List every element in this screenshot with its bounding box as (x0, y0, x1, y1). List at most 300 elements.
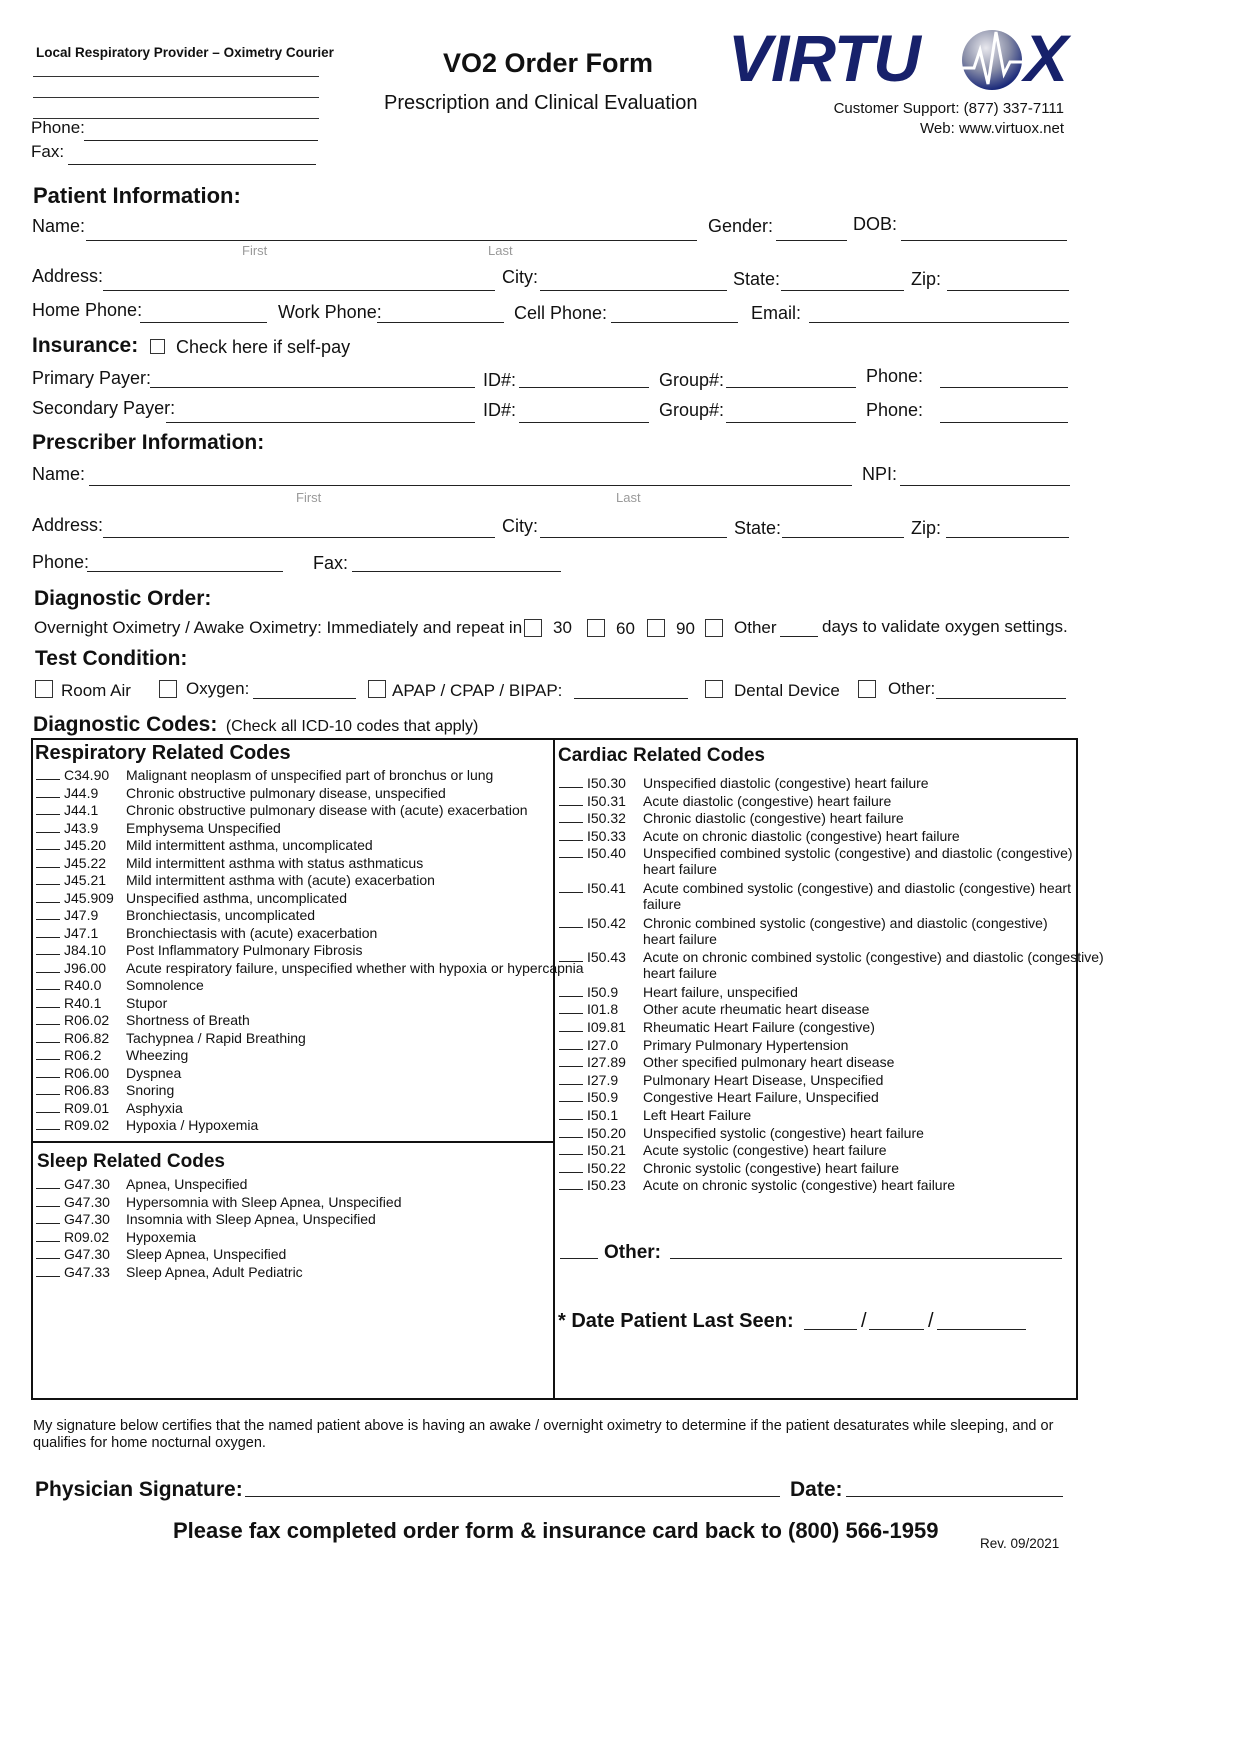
code-check-field[interactable] (36, 1112, 60, 1113)
code-description: Mild intermittent asthma with status asthmaticus (126, 854, 424, 871)
primary-payer-field[interactable] (150, 387, 475, 388)
date-sep-2: / (928, 1310, 934, 1332)
respiratory-sleep-divider (32, 1141, 554, 1143)
diagnostic-codes-subheading: (Check all ICD-10 codes that apply) (225, 718, 479, 735)
code-value: I50.40 (587, 845, 626, 862)
code-row (36, 837, 373, 853)
code-description: Acute respiratory failure, unspecified whether with hypoxia or hypercapnia (126, 959, 584, 976)
code-value: I50.20 (587, 1124, 626, 1141)
code-value: R06.02 (64, 1012, 110, 1028)
code-value: I50.9 (587, 983, 619, 1000)
logo-text-left: VIRTU (728, 21, 920, 95)
gender-field[interactable] (776, 240, 847, 241)
code-row (36, 1082, 174, 1098)
code-row (36, 1012, 250, 1028)
prescriber-address-label: Address: (32, 515, 104, 535)
dob-field[interactable] (901, 240, 1067, 241)
self-pay-label: Check here if self-pay (176, 337, 351, 357)
code-check-field[interactable] (36, 779, 60, 780)
code-check-field[interactable] (559, 1031, 583, 1032)
code-description: Other specified pulmonary heart disease (643, 1054, 895, 1071)
dob-label: DOB: (853, 214, 898, 234)
code-row (559, 828, 960, 844)
code-value: G47.30 (64, 1193, 110, 1210)
test-condition-heading: Test Condition: (35, 647, 188, 670)
code-value: G47.30 (64, 1211, 110, 1227)
email-label: Email: (751, 303, 802, 323)
code-row (559, 949, 1104, 965)
provider-line-1[interactable] (33, 76, 319, 77)
date-last-seen-month[interactable] (804, 1329, 857, 1330)
code-row (36, 1176, 247, 1192)
code-value: J43.9 (64, 819, 99, 836)
code-row (559, 775, 929, 791)
code-value: I50.32 (587, 810, 626, 827)
code-row (559, 1037, 848, 1053)
code-row (36, 767, 493, 783)
repeat-other-label: Other (734, 618, 777, 637)
code-value: J47.1 (64, 924, 99, 941)
repeat-other-checkbox[interactable] (705, 619, 723, 637)
code-row (36, 785, 446, 801)
code-check-field[interactable] (36, 849, 60, 850)
code-description: Other acute rheumatic heart disease (643, 1001, 870, 1018)
code-description: Chronic obstructive pulmonary disease with (acute) exacerbation (126, 802, 528, 818)
other-code-field[interactable] (670, 1258, 1062, 1259)
form-subtitle: Prescription and Clinical Evaluation (384, 92, 698, 114)
patient-heading: Patient Information: (33, 183, 241, 208)
provider-fax-label: Fax: (31, 142, 65, 161)
code-description: Sleep Apnea, Unspecified (126, 1246, 287, 1262)
patient-address-label: Address: (32, 266, 104, 286)
form-title: VO2 Order Form (443, 48, 654, 78)
code-description: Shortness of Breath (126, 1012, 250, 1028)
secondary-id-field[interactable] (519, 422, 649, 423)
code-description: Acute systolic (congestive) heart failure (643, 1142, 887, 1159)
code-description: Bronchiectasis with (acute) exacerbation (126, 924, 378, 941)
code-row (36, 995, 167, 1011)
code-description: Chronic systolic (congestive) heart failure (643, 1159, 899, 1176)
code-row (36, 1229, 196, 1245)
npi-field[interactable] (900, 485, 1070, 486)
code-row (36, 977, 204, 993)
code-value: R09.02 (64, 1228, 110, 1245)
code-check-field[interactable] (559, 805, 583, 806)
code-description-continued: heart failure (643, 930, 717, 947)
diagnostic-order-heading: Diagnostic Order: (34, 587, 212, 610)
code-description-continued: failure (643, 896, 682, 912)
other-code-label: Other: (604, 1242, 661, 1263)
test-other-label: Other: (888, 679, 936, 698)
test-other-field[interactable] (936, 698, 1066, 699)
web-url[interactable]: Web: www.virtuox.net (920, 120, 1064, 137)
code-description: Acute on chronic systolic (congestive) heart failure (643, 1177, 956, 1194)
code-description: Acute on chronic combined systolic (congestive) and diastolic (congestive) (643, 949, 1104, 966)
code-description: Chronic diastolic (congestive) heart failure (643, 810, 904, 827)
prescriber-last-hint: Last (616, 490, 641, 505)
code-row (559, 1072, 883, 1088)
primary-phone-label: Phone: (866, 366, 924, 386)
test-other-checkbox[interactable] (858, 680, 876, 698)
code-description: Chronic combined systolic (congestive) and diastolic (congestive) (643, 914, 1048, 931)
diagnostic-codes-heading-row (33, 713, 478, 737)
patient-name-field[interactable] (86, 240, 697, 241)
code-value: I50.33 (587, 827, 626, 844)
code-description: Hypoxia / Hypoxemia (126, 1117, 259, 1133)
secondary-phone-label: Phone: (866, 400, 924, 420)
prescriber-zip-field[interactable] (946, 537, 1069, 538)
cell-phone-label: Cell Phone: (514, 303, 608, 323)
code-check-field[interactable] (36, 1206, 60, 1207)
code-check-field[interactable] (36, 1129, 60, 1130)
patient-zip-field[interactable] (947, 290, 1069, 291)
code-value: I50.41 (587, 880, 626, 896)
oxygen-field[interactable] (253, 698, 356, 699)
code-check-field[interactable] (559, 996, 583, 997)
code-check-field[interactable] (36, 832, 60, 833)
patient-name-label: Name: (32, 216, 86, 236)
code-value: G47.33 (64, 1263, 110, 1280)
code-row (559, 845, 1073, 861)
code-description: Asphyxia (126, 1099, 183, 1116)
work-phone-field[interactable] (377, 322, 504, 323)
code-row (559, 810, 904, 826)
code-value: J44.9 (64, 784, 99, 801)
date-sep-1: / (861, 1310, 867, 1332)
code-description: Dyspnea (126, 1064, 182, 1081)
code-check-field[interactable] (36, 1007, 60, 1008)
prescriber-name-label: Name: (32, 464, 86, 484)
code-check-field[interactable] (36, 989, 60, 990)
secondary-payer-label: Secondary Payer: (32, 398, 176, 418)
code-row (36, 1246, 286, 1262)
code-check-field[interactable] (559, 1137, 583, 1138)
prescriber-city-field[interactable] (540, 537, 727, 538)
certification-text: My signature below certifies that the named patient above is having an awake / overnight oximetry to determine if the patient desaturates while sleeping, and or qualifies for home nocturnal oxygen. (33, 1418, 1054, 1451)
code-description: Wheezing (126, 1047, 189, 1063)
npi-label: NPI: (862, 464, 898, 484)
code-check-field[interactable] (36, 884, 60, 885)
code-row (559, 1089, 879, 1105)
secondary-payer-field[interactable] (166, 422, 475, 423)
primary-id-label: ID#: (483, 370, 517, 390)
fax-instruction: Please fax completed order form & insurance card back to (800) 566-1959 (173, 1518, 939, 1543)
prescriber-phone-field[interactable] (87, 571, 283, 572)
code-value: I27.9 (587, 1071, 619, 1088)
secondary-group-field[interactable] (726, 422, 856, 423)
code-check-field[interactable] (36, 972, 60, 973)
provider-phone-label: Phone: (31, 118, 85, 137)
home-phone-field[interactable] (140, 322, 267, 323)
cell-phone-field[interactable] (611, 322, 738, 323)
codes-divider (553, 739, 555, 1399)
code-row (36, 855, 423, 871)
room-air-checkbox[interactable] (35, 680, 53, 698)
self-pay-checkbox[interactable] (150, 339, 165, 354)
code-value: I50.9 (587, 1089, 619, 1106)
code-value: R06.83 (64, 1082, 110, 1098)
code-description: Mild intermittent asthma with (acute) exacerbation (126, 872, 435, 888)
primary-id-field[interactable] (519, 387, 649, 388)
code-description: Primary Pulmonary Hypertension (643, 1036, 849, 1053)
code-value: J47.9 (64, 907, 99, 923)
repeat-60-label: 60 (616, 619, 635, 638)
code-value: I27.89 (587, 1054, 626, 1071)
code-row (36, 1117, 258, 1133)
code-description: Bronchiectasis, uncomplicated (126, 907, 316, 923)
code-check-field[interactable] (559, 1049, 583, 1050)
patient-city-field[interactable] (540, 290, 727, 291)
code-value: J45.909 (64, 889, 114, 906)
sleep-title: Sleep Related Codes (37, 1151, 225, 1172)
code-row (36, 925, 377, 941)
code-row (36, 872, 435, 888)
code-description: Sleep Apnea, Adult Pediatric (126, 1263, 303, 1280)
code-value: I09.81 (587, 1019, 626, 1035)
code-check-field[interactable] (559, 1084, 583, 1085)
code-description: Stupor (126, 994, 168, 1011)
code-row (36, 802, 528, 818)
code-value: J84.10 (64, 942, 107, 958)
code-value: J44.1 (64, 802, 99, 818)
signature-date-label: Date: (790, 1478, 843, 1501)
code-description: Malignant neoplasm of unspecified part of bronchus or lung (126, 767, 494, 783)
code-description: Acute diastolic (congestive) heart failure (643, 792, 892, 809)
prescriber-fax-field[interactable] (352, 571, 561, 572)
code-row (36, 1264, 303, 1280)
prescriber-heading: Prescriber Information: (32, 431, 265, 454)
code-row (36, 890, 347, 906)
code-description: Left Heart Failure (643, 1107, 752, 1123)
prescriber-state-field[interactable] (782, 537, 904, 538)
patient-last-hint: Last (488, 243, 513, 258)
code-check-field[interactable] (36, 1276, 60, 1277)
diagnostic-order-text: Overnight Oximetry / Awake Oximetry: Immediately and repeat in (34, 618, 523, 637)
code-row (559, 915, 1048, 931)
code-check-field[interactable] (559, 892, 583, 893)
repeat-90-label: 90 (676, 619, 695, 638)
code-description: Congestive Heart Failure, Unspecified (643, 1089, 879, 1106)
code-description: Snoring (126, 1082, 175, 1098)
code-check-field[interactable] (559, 927, 583, 928)
code-row (559, 1054, 894, 1070)
code-value: R09.02 (64, 1117, 110, 1133)
code-check-field[interactable] (559, 857, 583, 858)
code-description: Pulmonary Heart Disease, Unspecified (643, 1071, 884, 1088)
prescriber-address-field[interactable] (103, 537, 495, 538)
code-value: R06.82 (64, 1029, 110, 1046)
patient-state-label: State: (733, 269, 781, 289)
physician-signature-field[interactable] (245, 1496, 780, 1497)
code-value: G47.30 (64, 1246, 110, 1262)
diagnostic-order-suffix: days to validate oxygen settings. (822, 617, 1068, 636)
code-description: Unspecified combined systolic (congestive) and diastolic (congestive) (643, 845, 1073, 862)
code-value: I50.43 (587, 949, 626, 966)
pulse-globe-icon (960, 28, 1024, 92)
insurance-heading: Insurance: (32, 334, 139, 357)
code-row (36, 1047, 188, 1063)
code-check-field[interactable] (36, 937, 60, 938)
code-row (36, 942, 363, 958)
virtuox-logo (728, 22, 1078, 100)
repeat-other-days-field[interactable] (780, 636, 818, 637)
code-value: I50.22 (587, 1159, 626, 1176)
code-row (559, 984, 798, 1000)
primary-group-label: Group#: (659, 370, 725, 390)
code-check-field[interactable] (559, 961, 583, 962)
revision-label: Rev. 09/2021 (980, 1536, 1060, 1551)
code-row (559, 1142, 887, 1158)
code-check-field[interactable] (36, 1223, 60, 1224)
code-check-field[interactable] (559, 1101, 583, 1102)
code-description: Apnea, Unspecified (126, 1176, 248, 1192)
code-description: Hypoxemia (126, 1228, 197, 1245)
email-field[interactable] (809, 322, 1069, 323)
primary-payer-label: Primary Payer: (32, 368, 152, 388)
patient-zip-label: Zip: (911, 269, 942, 289)
prescriber-city-label: City: (502, 516, 538, 536)
code-description: Hypersomnia with Sleep Apnea, Unspecified (126, 1193, 402, 1210)
code-value: J96.00 (64, 959, 107, 976)
code-description: Insomnia with Sleep Apnea, Unspecified (126, 1211, 376, 1227)
home-phone-label: Home Phone: (32, 300, 143, 320)
code-check-field[interactable] (36, 1094, 60, 1095)
code-check-field[interactable] (36, 814, 60, 815)
dental-device-label: Dental Device (734, 681, 840, 700)
pap-label: APAP / CPAP / BIPAP: (392, 681, 563, 700)
code-check-field[interactable] (559, 1154, 583, 1155)
code-check-field[interactable] (36, 1042, 60, 1043)
code-check-field[interactable] (559, 840, 583, 841)
code-check-field[interactable] (36, 1241, 60, 1242)
code-description-continued: heart failure (643, 861, 717, 878)
secondary-id-label: ID#: (483, 400, 517, 420)
patient-first-hint: First (242, 243, 268, 258)
code-value: R40.1 (64, 994, 102, 1011)
repeat-90-checkbox[interactable] (647, 619, 665, 637)
room-air-label: Room Air (61, 681, 131, 700)
gender-label: Gender: (708, 216, 774, 236)
code-row (36, 1030, 306, 1046)
oxygen-checkbox[interactable] (159, 680, 177, 698)
prescriber-fax-label: Fax: (313, 553, 349, 573)
date-last-seen-year[interactable] (937, 1329, 1026, 1330)
code-row (36, 1065, 181, 1081)
code-check-field[interactable] (36, 1188, 60, 1189)
code-check-field[interactable] (36, 954, 60, 955)
code-check-field[interactable] (36, 1077, 60, 1078)
code-description: Rheumatic Heart Failure (congestive) (643, 1019, 875, 1035)
code-check-field[interactable] (559, 1172, 583, 1173)
code-row (559, 1019, 875, 1035)
code-check-field[interactable] (36, 902, 60, 903)
code-description-continued: heart failure (643, 965, 717, 982)
code-check-field[interactable] (36, 1258, 60, 1259)
prescriber-state-label: State: (734, 518, 782, 538)
prescriber-phone-label: Phone: (32, 552, 90, 572)
code-check-field[interactable] (559, 787, 583, 788)
code-value: R40.0 (64, 977, 102, 993)
code-check-field[interactable] (559, 1013, 583, 1014)
code-description: Emphysema Unspecified (126, 819, 281, 836)
provider-fax-field[interactable] (68, 164, 316, 165)
repeat-60-checkbox[interactable] (587, 619, 605, 637)
code-value: I01.8 (587, 1001, 619, 1018)
code-value: I50.23 (587, 1177, 626, 1194)
oxygen-label: Oxygen: (186, 679, 250, 698)
code-value: I50.30 (587, 775, 626, 791)
secondary-phone-field[interactable] (940, 422, 1068, 423)
code-check-field[interactable] (36, 1024, 60, 1025)
code-row (559, 1125, 924, 1141)
signature-date-field[interactable] (846, 1496, 1063, 1497)
code-description: Acute on chronic diastolic (congestive) heart failure (643, 827, 960, 844)
repeat-30-label: 30 (553, 618, 572, 637)
code-check-field[interactable] (559, 822, 583, 823)
primary-group-field[interactable] (726, 387, 856, 388)
cardiac-title: Cardiac Related Codes (558, 745, 765, 766)
code-row (559, 1107, 751, 1123)
code-row (36, 907, 315, 923)
code-description: Unspecified diastolic (congestive) heart failure (643, 775, 929, 791)
code-check-field[interactable] (559, 1066, 583, 1067)
prescriber-first-hint: First (296, 490, 322, 505)
code-value: I50.42 (587, 914, 626, 931)
code-row (559, 880, 1071, 896)
patient-address-field[interactable] (103, 290, 495, 291)
provider-title: Local Respiratory Provider – Oximetry Courier (36, 45, 334, 60)
prescriber-name-field[interactable] (89, 485, 852, 486)
code-check-field[interactable] (559, 1119, 583, 1120)
code-check-field[interactable] (36, 797, 60, 798)
code-value: C34.90 (64, 767, 110, 783)
physician-signature-label: Physician Signature: (35, 1478, 243, 1501)
code-check-field[interactable] (559, 1189, 583, 1190)
code-description: Chronic obstructive pulmonary disease, unspecified (126, 784, 446, 801)
date-last-seen-label: * Date Patient Last Seen: (558, 1310, 794, 1332)
code-description: Somnolence (126, 977, 204, 993)
repeat-30-checkbox[interactable] (524, 619, 542, 637)
date-last-seen-day[interactable] (869, 1329, 924, 1330)
provider-phone-field[interactable] (84, 140, 318, 141)
provider-line-2[interactable] (33, 97, 319, 98)
code-value: R09.01 (64, 1099, 110, 1116)
code-value: J45.20 (64, 837, 107, 853)
pap-field[interactable] (574, 698, 688, 699)
dental-device-checkbox[interactable] (705, 680, 723, 698)
code-row (559, 1160, 899, 1176)
code-value: J45.21 (64, 872, 107, 888)
prescriber-zip-label: Zip: (911, 518, 942, 538)
code-check-field[interactable] (36, 867, 60, 868)
code-row (559, 1001, 869, 1017)
code-row (36, 960, 584, 976)
code-check-field[interactable] (36, 1059, 60, 1060)
code-row (36, 1100, 183, 1116)
logo-text-right: X (1024, 21, 1068, 95)
code-value: I50.31 (587, 792, 626, 809)
pap-checkbox[interactable] (368, 680, 386, 698)
primary-phone-field[interactable] (940, 387, 1068, 388)
patient-state-field[interactable] (781, 290, 904, 291)
code-value: G47.30 (64, 1176, 110, 1192)
secondary-group-label: Group#: (659, 400, 725, 420)
customer-support: Customer Support: (877) 337-7111 (833, 100, 1064, 117)
code-check-field[interactable] (36, 919, 60, 920)
other-code-check-field[interactable] (560, 1258, 598, 1259)
code-description: Heart failure, unspecified (643, 983, 798, 1000)
code-row (36, 1194, 402, 1210)
